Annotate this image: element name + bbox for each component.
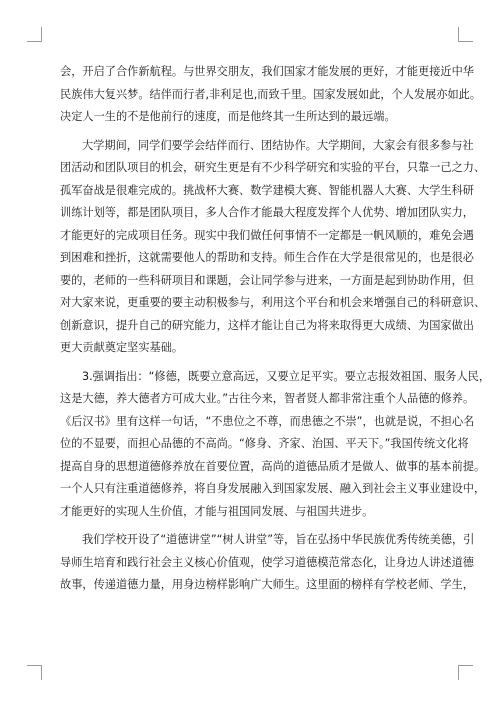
text-line: 我们学校开设了“道德讲堂”“树人讲堂”等，旨在弘扬中华民族优秀传统美德，引 xyxy=(82,533,475,546)
text-line: 会，开启了合作新航程。与世界交朋友，我们国家才能发展的更好，才能更接近中华 xyxy=(60,65,474,78)
paragraph-1 xyxy=(60,61,482,129)
text-line: 对大家来说，更重要的要主动积极参与，利用这个平台和机会来增强自己的科研意识、 xyxy=(60,296,486,309)
text-line: 《后汉书》里有这样一句话，“不患位之不尊，而患德之不崇”，也就是说，不担心名 xyxy=(60,414,475,428)
text-line: 创新意识，提升自己的研究能力，这样才能让自己为将来取得更大成绩、为国家做出 xyxy=(60,318,474,332)
text-line: 到困难和挫折，这就需要他人的帮助和支持。师生合作在大学是很常见的，也是很必 xyxy=(60,251,474,264)
paragraph-4 xyxy=(60,529,475,597)
paragraph-3 xyxy=(60,366,491,524)
paragraph-2 xyxy=(60,135,486,360)
text-line: 位的不显要，而担心品德的不高尚。“修身、齐家、治国、平天下。”我国传统文化将 xyxy=(60,437,469,450)
text-line: 故事，传递道德力量，用身边榜样影响广大师生。这里面的榜样有学校老师、学生， xyxy=(60,578,474,591)
text-line: 更大贡献奠定坚实基础。 xyxy=(60,341,184,354)
text-line: 训练计划等，都是团队项目，多人合作才能最大程度发挥个人优势、增加团队实力， xyxy=(60,206,474,219)
text-line: 才能更好的实现人生价值，才能与祖国同发展、与祖国共进步。 xyxy=(60,504,374,518)
crop-mark-bottom-right xyxy=(458,665,473,680)
text-line: 决定人一生的不是他前行的速度，而是他终其一生所达到的最远端。 xyxy=(60,110,396,123)
text-line: 3.强调指出：“修德，既要立意高远，又要立足平实。要立志报效祖国、服务人民， xyxy=(82,369,491,383)
text-line: 民族伟大复兴梦。结伴而行者,非利足也,而致千里。国家发展如此，个人发展亦如此。 xyxy=(60,87,482,101)
crop-mark-top-right xyxy=(458,27,473,42)
text-line: 要的，老师的一些科研项目和课题，会让同学参与进来，一方面是起到协助作用，但 xyxy=(60,273,474,287)
crop-mark-top-left xyxy=(27,27,42,42)
text-line: 团活动和团队项目的机会，研究生更是有不少科学研究和实验的平台，只靠一己之力、 xyxy=(60,161,486,174)
text-line: 提高自身的思想道德修养放在首要位置，高尚的道德品质才是做人、做事的基本前提。 xyxy=(60,459,486,473)
crop-mark-bottom-left xyxy=(27,665,42,680)
text-line: 才能更好的完成项目任务。现实中我们做任何事情不一定都是一帆风顺的，难免会遇 xyxy=(60,228,474,242)
document-body xyxy=(60,61,491,597)
text-line: 这是大德，养大德者方可成大业。”古往今来，智者贤人都非常注重个人品德的修养。 xyxy=(60,392,475,405)
text-line: 大学期间，同学们要学会结伴而行、团结协作。大学期间，大家会有很多参与社 xyxy=(82,138,474,152)
text-line: 导师生培育和践行社会主义核心价值观，使学习道德模范常态化，让身边人讲述道德 xyxy=(60,555,474,569)
text-line: 孤军奋战是很难完成的。挑战杯大赛、数学建模大赛、智能机器人大赛、大学生科研 xyxy=(60,183,474,197)
text-line: 一个人只有注重道德修养，将自身发展融入到国家发展、融入到社会主义事业建设中， xyxy=(60,482,486,495)
